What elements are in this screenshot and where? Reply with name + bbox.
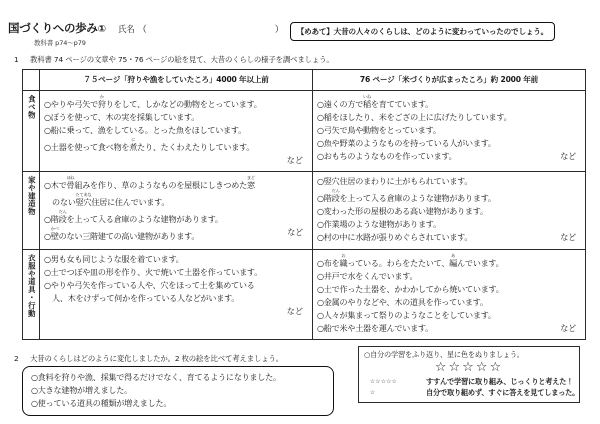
rating-legend-row-low <box>364 388 580 398</box>
list-item: ○作業場のような建物があります。 <box>317 219 441 230</box>
list-item: ○階段だんを上って入る倉庫のような建物があります。 <box>317 188 496 204</box>
etc-label: など <box>286 305 303 316</box>
question-2-text: 大昔のくらしはどのように変化しましたか。2 枚の絵を比べて考えましょう。 <box>30 354 283 364</box>
ruby-hone: 骨ほね <box>66 174 75 190</box>
ruby-tateana: 竪穴たてあな <box>75 192 92 208</box>
list-item: ○稲をほしたり、米をござの上に広げたりしています。 <box>317 112 512 123</box>
page-title: 国づくりへの歩み <box>8 21 98 35</box>
list-item: ○男も女も同じような服を着ています。 <box>44 253 184 264</box>
etc-label: など <box>560 232 576 243</box>
etc-label: など <box>560 151 576 162</box>
cell-food-left[interactable] <box>40 91 313 172</box>
ruby-dan: 段だん <box>58 209 67 225</box>
question-1-number: 1 <box>14 55 19 64</box>
aim-box: 【めあて】大昔の人々のくらしは、どのように変わっていったのでしょう。 <box>290 22 555 41</box>
star-icon-group-low: ☆ <box>370 390 376 397</box>
question-2-number: 2 <box>14 354 19 364</box>
list-item: ○布を織おっている。わらをたたいて、編あんでいます。 <box>317 252 504 268</box>
ruby-mado: 窓まど <box>246 174 255 190</box>
column-header-left: ７５ページ「狩りや漁をしていたころ」4000 年以上前 <box>40 70 313 91</box>
table-row <box>23 249 586 340</box>
list-item: ○竪穴住居のまわりに土がもられています。 <box>317 175 473 186</box>
table-corner-cell <box>23 70 40 91</box>
name-paren-close: ） <box>274 25 284 35</box>
answer-item: ○大きな建物が増えました。 <box>31 385 132 396</box>
table-header-row <box>23 70 586 91</box>
title-line <box>8 20 284 36</box>
list-item: ○土器を使って食べ物を煮にたり、たくわえたりしています。 <box>44 137 255 153</box>
self-evaluation-title: ○自分の学習をふり返り、星に色をぬりましょう。 <box>364 350 524 360</box>
ruby-ori: 織お <box>339 252 348 268</box>
ruby-ine: 稲いね <box>362 94 371 109</box>
list-item-continuation: 人、木をけずって何かを作っている人などがいます。 <box>52 292 240 303</box>
answer-item: ○使っている道具の種類が増えました。 <box>31 398 172 409</box>
rating-legend-text-low: 自分で取り組めず、すぐに答えを見てしまった。 <box>426 388 580 398</box>
list-item: ○やりや弓矢を作っている人や、穴をほって土を集めている 人、木をけずって何かを作っている人などがいます。 <box>44 279 307 305</box>
page-title-number: ① <box>97 24 107 35</box>
ruby-kari: 狩か <box>97 94 106 109</box>
row-label-food <box>23 91 40 172</box>
list-item: ○遠くの方で稲いねを育てています。 <box>317 94 434 109</box>
list-item: ○人々が集まって祭りのようなことをしています。 <box>317 309 496 320</box>
table-row <box>23 91 586 172</box>
list-item: ○壁かべのない三階建ての高い建物があります。 など <box>44 226 307 243</box>
list-item: ○階段だんを上って入る倉庫のような建物があります。 <box>44 209 223 225</box>
star-icon-group-high: ☆☆☆☆☆ <box>370 379 398 386</box>
list-item: ○ぼうを使って、木の実を採集しています。 <box>44 112 200 123</box>
list-item: ○船に乗って、漁をしている。とった魚をほしています。 <box>44 125 246 136</box>
list-item: ○土で作った土器を、かわかしてから焼いています。 <box>317 283 504 294</box>
self-evaluation-box[interactable] <box>358 346 580 403</box>
title-block <box>8 20 284 47</box>
list-item: ○木で骨ほね組みを作り、草のようなものを屋根にしきつめた窓まど のない竪穴たてあな住居に住んでいます。 <box>44 175 307 209</box>
cell-food-right[interactable] <box>313 91 586 172</box>
etc-label: など <box>560 323 576 334</box>
row-label-food-text: 食べ物 <box>27 95 37 119</box>
rating-legend-row-high <box>364 377 574 387</box>
ruby-ami: 編あ <box>449 252 458 268</box>
name-label: 氏名 <box>118 25 135 35</box>
ruby-ni: 煮に <box>129 137 138 153</box>
bottom-section <box>0 346 600 416</box>
question-1-text: 教科書 74 ページの文章や 75・76 ページの絵を見て、大昔のくらしの様子を調べましょう。 <box>30 55 334 64</box>
etc-label: など <box>286 155 303 166</box>
list-item: ○村の中に水路が張りめぐらされています。 など <box>317 231 580 244</box>
cell-clothing-right[interactable] <box>313 249 586 340</box>
row-label-clothing-tools <box>23 249 40 340</box>
list-item: ○やりや弓矢で狩かりをして、しかなどの動物をとっています。 <box>44 94 262 109</box>
name-paren-open: （ <box>137 25 147 35</box>
list-item: ○変わった形の屋根のある高い建物があります。 <box>317 206 488 217</box>
question-2-answer-box[interactable] <box>22 366 334 416</box>
textbook-reference: 教科書 p74～p79 <box>34 39 86 47</box>
column-header-right: 76 ページ「米づくりが広まったころ」約 2000 年前 <box>313 70 586 91</box>
list-item: ○井戸で水をくんでいます。 <box>317 270 418 281</box>
star-rating-icons[interactable]: ☆☆☆☆☆ <box>434 360 504 376</box>
list-item-continuation: のない竪穴たてあな住居に住んでいます。 <box>52 192 170 208</box>
rating-legend-text-high: すすんで学習に取り組み、じっくりと考えた！ <box>426 377 574 387</box>
list-item: ○魚や野菜のようなものを持っている人がいます。 <box>317 138 496 149</box>
question-1-heading <box>0 54 600 65</box>
etc-label: など <box>287 227 303 238</box>
ruby-kabe: 壁かべ <box>50 226 59 242</box>
comparison-table <box>22 69 586 340</box>
list-item: ○おもちのようなものを作っています。 など <box>317 150 580 163</box>
row-label-buildings-text: 家や建造物 <box>27 175 37 216</box>
answer-item: ○食料を狩りや漁、採集で得るだけでなく、育てるようになりました。 <box>31 372 281 383</box>
row-label-clothing-tools-text: 衣服や道具・行動 <box>27 253 37 317</box>
question-2-block <box>0 346 352 416</box>
page-header <box>0 0 600 47</box>
row-label-buildings <box>23 171 40 249</box>
list-item: ○金属のやりなどや、木の道具を作っています。 <box>317 296 488 307</box>
cell-buildings-left[interactable] <box>40 171 313 249</box>
list-item: ○船で米や土器を運んでいます。 など <box>317 322 580 335</box>
cell-clothing-left[interactable] <box>40 249 313 340</box>
list-item: ○土でつぼや皿の形を作り、火で焼いて土器を作っています。 <box>44 266 262 277</box>
question-2-heading <box>0 353 352 364</box>
cell-buildings-right[interactable] <box>313 171 586 249</box>
list-item: ○弓矢で鳥や動物をとっています。 <box>317 125 441 136</box>
table-row <box>23 171 586 249</box>
ruby-dan: 段だん <box>331 188 340 204</box>
